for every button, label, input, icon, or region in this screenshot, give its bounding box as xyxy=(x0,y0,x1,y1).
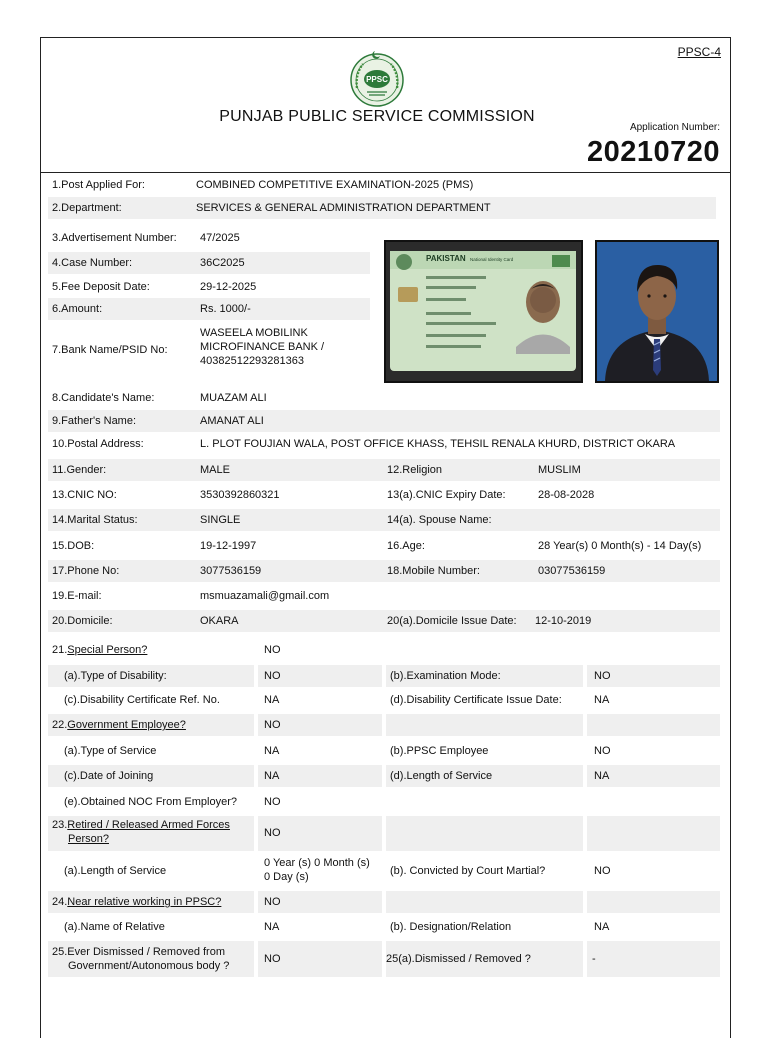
application-number-label: Application Number: xyxy=(629,122,720,133)
field-label: 12.Religion xyxy=(387,464,443,476)
field-label: 6.Amount: xyxy=(52,303,103,315)
row-marital-status xyxy=(48,509,720,531)
question-label: 22.Government Employee? xyxy=(52,719,186,731)
field-value: NO xyxy=(264,670,281,682)
field-value: 28 Year(s) 0 Month(s) - 14 Day(s) xyxy=(538,540,702,552)
header-divider xyxy=(40,172,730,173)
field-label: 5.Fee Deposit Date: xyxy=(52,281,150,293)
field-value: MALE xyxy=(200,464,230,476)
row-domicile xyxy=(48,610,720,632)
row-relative-name xyxy=(48,916,720,938)
question-label: 24.Near relative working in PPSC? xyxy=(52,896,222,908)
field-value: 47/2025 xyxy=(200,232,240,244)
question-label: 25.Ever Dismissed / Removed from xyxy=(52,946,225,958)
field-label: 1.Post Applied For: xyxy=(52,179,145,191)
row-post xyxy=(48,174,720,196)
field-value: NA xyxy=(264,694,280,706)
field-value: 3530392860321 xyxy=(200,489,280,501)
field-label: 17.Phone No: xyxy=(52,565,120,577)
row-bank xyxy=(48,324,370,376)
row-amount xyxy=(48,298,370,320)
row-armed-forces xyxy=(48,816,720,851)
svg-text:PAKISTAN: PAKISTAN xyxy=(426,254,466,263)
field-label: (b). Convicted by Court Martial? xyxy=(390,865,546,877)
field-label: 10.Postal Address: xyxy=(52,438,144,450)
row-case-number xyxy=(48,252,370,274)
svg-text:PPSC: PPSC xyxy=(366,75,388,84)
field-value: NA xyxy=(264,745,280,757)
field-label: 20.Domicile: xyxy=(52,615,113,627)
field-value: Rs. 1000/- xyxy=(200,303,251,315)
question-label: 21.Special Person? xyxy=(52,644,148,656)
field-value: WASEELA MOBILINK xyxy=(200,327,308,339)
field-value: SERVICES & GENERAL ADMINISTRATION DEPARTMENT xyxy=(196,202,491,214)
form-code: PPSC-4 xyxy=(677,45,721,59)
field-label: (b).Examination Mode: xyxy=(390,670,501,682)
field-label: (b).PPSC Employee xyxy=(390,745,489,757)
question-value: NO xyxy=(264,644,281,656)
question-value: NO xyxy=(264,953,281,965)
field-label: 8.Candidate's Name: xyxy=(52,392,155,404)
row-advertisement xyxy=(48,227,370,249)
row-government-employee xyxy=(48,714,720,736)
ppsc-logo xyxy=(345,48,409,108)
field-value: NA xyxy=(264,770,280,782)
row-fee-date xyxy=(48,276,370,298)
row-department xyxy=(48,197,716,219)
row-date-of-joining xyxy=(48,765,720,787)
field-value: NA xyxy=(594,921,610,933)
application-number: 20210720 xyxy=(586,136,720,168)
row-father-name xyxy=(48,410,720,432)
field-label: 14.Marital Status: xyxy=(52,514,138,526)
field-label: (a).Type of Service xyxy=(64,745,157,757)
row-disability-type xyxy=(48,665,720,687)
question-value: NO xyxy=(264,896,281,908)
field-value: SINGLE xyxy=(200,514,241,526)
row-email xyxy=(48,585,720,607)
field-value: AMANAT ALI xyxy=(200,415,264,427)
row-cnic xyxy=(48,484,720,506)
candidate-photo xyxy=(595,240,719,383)
row-near-relative xyxy=(48,891,720,913)
row-postal-address xyxy=(48,433,720,455)
row-gender-religion xyxy=(48,459,720,481)
field-value: NA xyxy=(264,921,280,933)
field-value: NO xyxy=(264,796,281,808)
field-label: 7.Bank Name/PSID No: xyxy=(52,344,168,356)
row-candidate-name xyxy=(48,387,720,409)
field-label: (c).Disability Certificate Ref. No. xyxy=(64,694,220,706)
field-label: (a).Type of Disability: xyxy=(64,670,167,682)
svg-text:National Identity Card: National Identity Card xyxy=(470,257,514,262)
field-label: (d).Length of Service xyxy=(390,770,493,782)
field-label: 2.Department: xyxy=(52,202,122,214)
question-label-cont: Person? xyxy=(68,833,109,845)
field-label: 9.Father's Name: xyxy=(52,415,137,427)
field-value: OKARA xyxy=(200,615,239,627)
field-label: 14(a). Spouse Name: xyxy=(387,514,492,526)
field-label: 19.E-mail: xyxy=(52,590,102,602)
row-dismissed xyxy=(48,941,720,977)
field-label: 4.Case Number: xyxy=(52,257,133,269)
field-label: 20(a).Domicile Issue Date: xyxy=(387,615,517,627)
field-value: NO xyxy=(594,670,611,682)
field-value: 0 Day (s) xyxy=(264,871,309,883)
field-value: MICROFINANCE BANK / xyxy=(200,341,325,353)
field-value: NO xyxy=(594,865,611,877)
field-label: 3.Advertisement Number: xyxy=(52,232,177,244)
question-label: 23.Retired / Released Armed Forces xyxy=(52,819,230,831)
row-noc xyxy=(48,791,720,813)
row-disability-certificate xyxy=(48,689,720,711)
row-type-of-service xyxy=(48,740,720,762)
question-value: NO xyxy=(264,719,281,731)
field-value: 12-10-2019 xyxy=(535,615,592,627)
field-label: 25(a).Dismissed / Removed ? xyxy=(386,953,531,965)
field-label: 13.CNIC NO: xyxy=(52,489,117,501)
row-special-person xyxy=(48,639,720,661)
field-label: 11.Gender: xyxy=(52,464,107,476)
field-value: MUSLIM xyxy=(538,464,581,476)
field-value: COMBINED COMPETITIVE EXAMINATION-2025 (PMS) xyxy=(196,179,474,191)
field-label: 15.DOB: xyxy=(52,540,95,552)
cnic-card-image xyxy=(384,240,583,383)
field-value: NO xyxy=(594,745,611,757)
row-dob-age xyxy=(48,535,720,557)
field-value: 29-12-2025 xyxy=(200,281,257,293)
field-label: 13(a).CNIC Expiry Date: xyxy=(387,489,506,501)
field-value: - xyxy=(592,953,596,965)
field-value: MUAZAM ALI xyxy=(200,392,267,404)
field-value: L. PLOT FOUJIAN WALA, POST OFFICE KHASS, TEHSIL RENALA KHURD, DISTRICT OKARA xyxy=(200,438,676,450)
field-label: (e).Obtained NOC From Employer? xyxy=(64,796,237,808)
field-value: 36C2025 xyxy=(200,257,245,269)
field-value: 3077536159 xyxy=(200,565,262,577)
field-value: NA xyxy=(594,694,610,706)
field-label: 16.Age: xyxy=(387,540,425,552)
organization-title: PUNJAB PUBLIC SERVICE COMMISSION xyxy=(219,108,535,125)
field-label: (b). Designation/Relation xyxy=(390,921,512,933)
field-label: (a).Name of Relative xyxy=(64,921,165,933)
field-label: (c).Date of Joining xyxy=(64,770,154,782)
field-label: 18.Mobile Number: xyxy=(387,565,480,577)
field-value: msmuazamali@gmail.com xyxy=(200,590,330,602)
field-value: 0 Year (s) 0 Month (s) xyxy=(264,857,370,869)
field-label: (a).Length of Service xyxy=(64,865,167,877)
field-value: 40382512293281363 xyxy=(200,355,305,367)
field-value: 19-12-1997 xyxy=(200,540,257,552)
row-phone-mobile xyxy=(48,560,720,582)
question-value: NO xyxy=(264,827,281,839)
field-value: 03077536159 xyxy=(538,565,606,577)
row-armed-length xyxy=(48,854,720,888)
field-value: 28-08-2028 xyxy=(538,489,595,501)
question-label-cont: Government/Autonomous body ? xyxy=(68,960,230,972)
field-value: NA xyxy=(594,770,610,782)
field-label: (d).Disability Certificate Issue Date: xyxy=(390,694,562,706)
